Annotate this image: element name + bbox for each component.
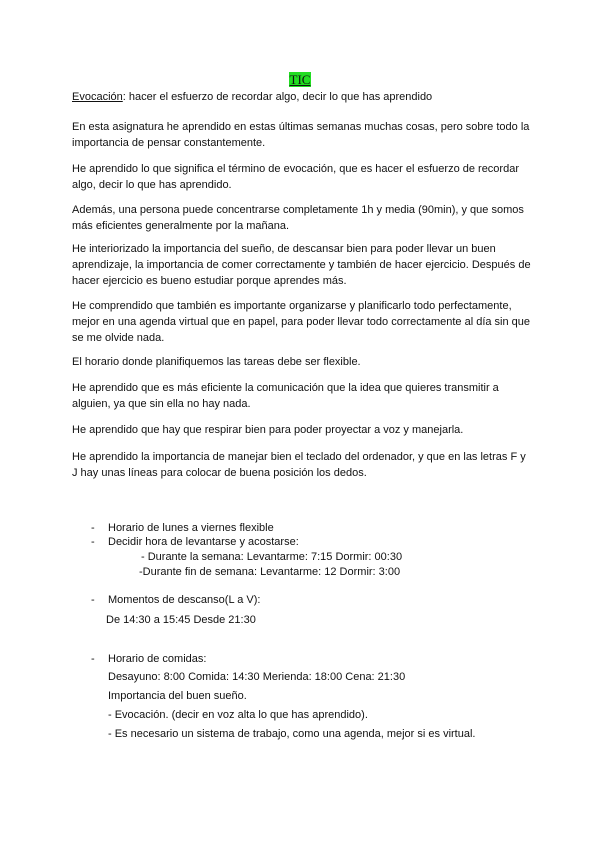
breaks-detail: De 14:30 a 15:45 Desde 21:30 — [106, 614, 256, 626]
paragraph-4: He interiorizado la importancia del sueño, de descansar bien para poder llevar un buen aprendizaje, la importancia de comer correctamente y también de hacer ejercicio. Después de hacer ejercicio es bueno estudiar porque aprendes más. — [72, 243, 531, 287]
paragraph-2: He aprendido lo que significa el término de evocación, que es hacer el esfuerzo de recordar algo, decir lo que has aprendido. — [72, 163, 519, 191]
meals-detail: Desayuno: 8:00 Comida: 14:30 Merienda: 18:00 Cena: 21:30 — [108, 671, 406, 683]
note-sleep: Importancia del buen sueño. — [108, 690, 247, 702]
bullet-marker: - — [91, 653, 95, 665]
paragraph-9: He aprendido la importancia de manejar bien el teclado del ordenador, y que en las letras F y J hay unas líneas para colocar de buena posición los dedos. — [72, 451, 526, 479]
bullet-marker: - — [91, 522, 95, 534]
bullet-marker: - — [91, 536, 95, 548]
sub-item-weekdays: - Durante la semana: Levantarme: 7:15 Dormir: 00:30 — [141, 551, 403, 563]
paragraph-6: El horario donde planifiquemos las tareas debe ser flexible. — [72, 356, 361, 368]
paragraph-1: En esta asignatura he aprendido en estas últimas semanas muchas cosas, pero sobre todo la importancia de pensar constantemente. — [72, 121, 530, 149]
paragraph-8: He aprendido que hay que respirar bien para poder proyectar a voz y manejarla. — [72, 424, 464, 436]
definition-line — [72, 89, 432, 105]
definition-text: : hacer el esfuerzo de recordar algo, decir lo que has aprendido — [122, 91, 433, 103]
document-title — [0, 72, 600, 89]
paragraph-3: Además, una persona puede concentrarse completamente 1h y media (90min), y que somos más eficientes generalmente por la mañana. — [72, 204, 524, 232]
list-item-schedule: Horario de lunes a viernes flexible — [108, 522, 274, 534]
list-item-breaks: Momentos de descanso(L a V): — [108, 594, 261, 606]
title-text: TIC — [289, 72, 311, 87]
list-item-meals: Horario de comidas: — [108, 653, 207, 665]
note-evocation: - Evocación. (decir en voz alta lo que has aprendido). — [108, 709, 368, 721]
sub-item-weekend: -Durante fin de semana: Levantarme: 12 Dormir: 3:00 — [139, 566, 401, 578]
list-item-wake-sleep: Decidir hora de levantarse y acostarse: — [108, 536, 299, 548]
paragraph-7: He aprendido que es más eficiente la comunicación que la idea que quieres transmitir a alguien, ya que sin ella no hay nada. — [72, 382, 499, 410]
paragraph-5: He comprendido que también es importante organizarse y planificarlo todo perfectamente, mejor en una agenda virtual que en papel, para poder llevar todo correctamente al día sin que se me olvide nada. — [72, 300, 531, 344]
bullet-marker: - — [91, 594, 95, 606]
definition-term: Evocación — [72, 91, 123, 103]
note-work-system: - Es necesario un sistema de trabajo, como una agenda, mejor si es virtual. — [108, 728, 476, 740]
